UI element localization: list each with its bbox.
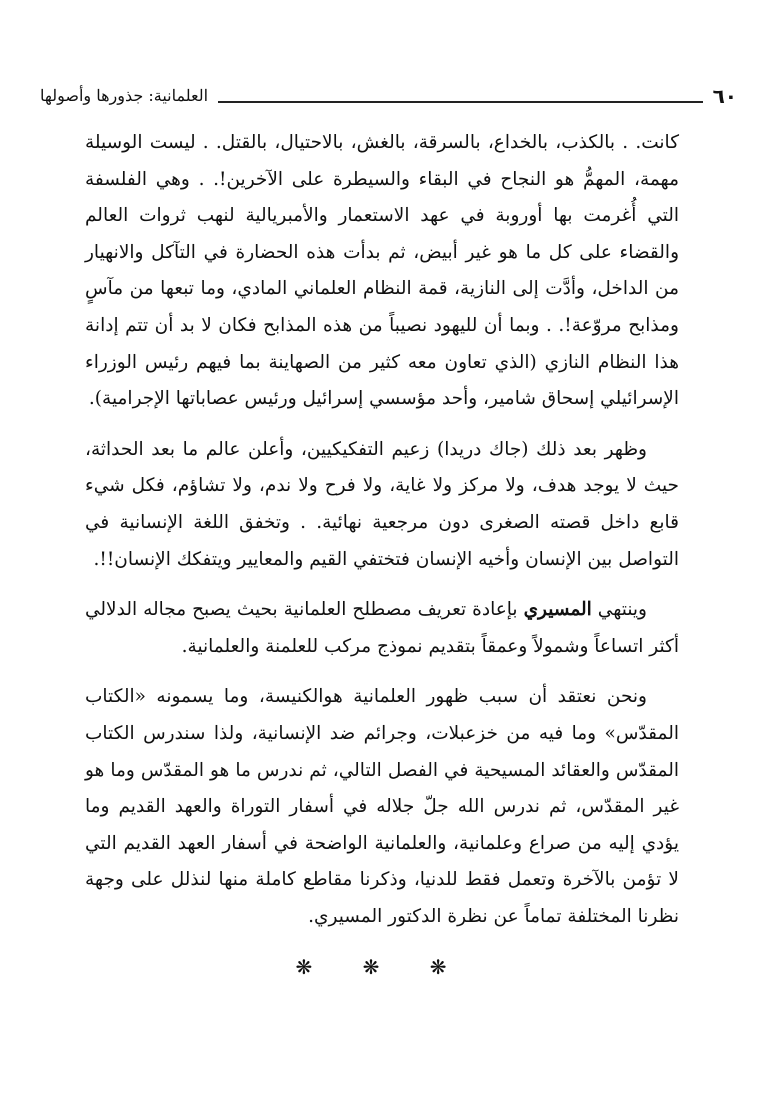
emphasized-name: المسيري (523, 599, 592, 621)
paragraph-3-suffix: بإعادة تعريف مصطلح العلمانية بحيث يصبح مجاله الدلالي أكثر اتساعاً وشمولاً وعمقاً بتقديم نموذج مركب للعلمنة والعلمانية. (85, 599, 679, 657)
paragraph-3-prefix: وينتهي (591, 599, 647, 621)
paragraph-4: ونحن نعتقد أن سبب ظهور العلمانية هوالكنيسة، وما يسمونه «الكتاب المقدّس» وما فيه من خزعبلات، وجرائم ضد الإنسانية، ولذا سندرس الكتاب المقدّس والعقائد المسيحية في الفصل التالي، ثم ندرس ما هو المقدّس وما هو غير المقدّس، ثم ندرس الله جلّ جلاله في أسفار التوراة والعهد القديم وما يؤدي إليه من صراع وعلمانية، والعلمانية الواضحة في أسفار العهد القديم التي لا تؤمن بالآخرة وتعمل فقط للدنيا، وذكرنا مقاطع كاملة منها لنذلل على وجهة نظرنا المختلفة تماماً عن نظرة الدكتور المسيري. (85, 686, 679, 927)
header-rule (218, 101, 702, 103)
running-title: العلمانية: جذورها وأصولها (40, 86, 209, 105)
section-divider: ❋ ❋ ❋ (295, 955, 469, 980)
body-text (85, 125, 679, 979)
paragraph-3 (85, 592, 679, 665)
page-number: ٦٠ (712, 84, 737, 108)
page-header (40, 82, 737, 110)
paragraph-1: كانت. . بالكذب، بالخداع، بالسرقة، بالغش، بالاحتيال، بالقتل. . ليست الوسيلة مهمة، المهمُّ هو النجاح في البقاء والسيطرة على الآخرين!. . وهي الفلسفة التي أُغرمت بها أوروبة في عهد الاستعمار والأمبريالية لنهب ثروات العالم والقضاء على كل ما هو غير أبيض، ثم بدأت هذه الحضارة في التآكل والانهيار من الداخل، وأدَّت إلى النازية، قمة النظام العلماني المادي، وما تبعها من مآسٍ ومذابح مروّعة!. . وبما أن لليهود نصيباً من هذه المذابح فكان لا بد أن تتم إدانة هذا النظام النازي (الذي تعاون معه كثير من الصهاينة بما فيهم رئيس الوزراء الإسرائيلي إسحاق شامير، وأحد مؤسسي إسرائيل ورئيس عصاباتها الإجرامية). (85, 132, 679, 410)
paragraph-2: وظهر بعد ذلك (جاك دريدا) زعيم التفكيكيين، وأعلن عالم ما بعد الحداثة، حيث لا يوجد هدف، ولا مركز ولا غاية، ولا فرح ولا ندم، ولا تشاؤم، فكل شيء قابع داخل قصته الصغرى دون مرجعية نهائية. . وتخفق اللغة الإنسانية في التواصل بين الإنسان وأخيه الإنسان فتختفي القيم والمعايير ويتفكك الإنسان!!. (85, 438, 679, 570)
